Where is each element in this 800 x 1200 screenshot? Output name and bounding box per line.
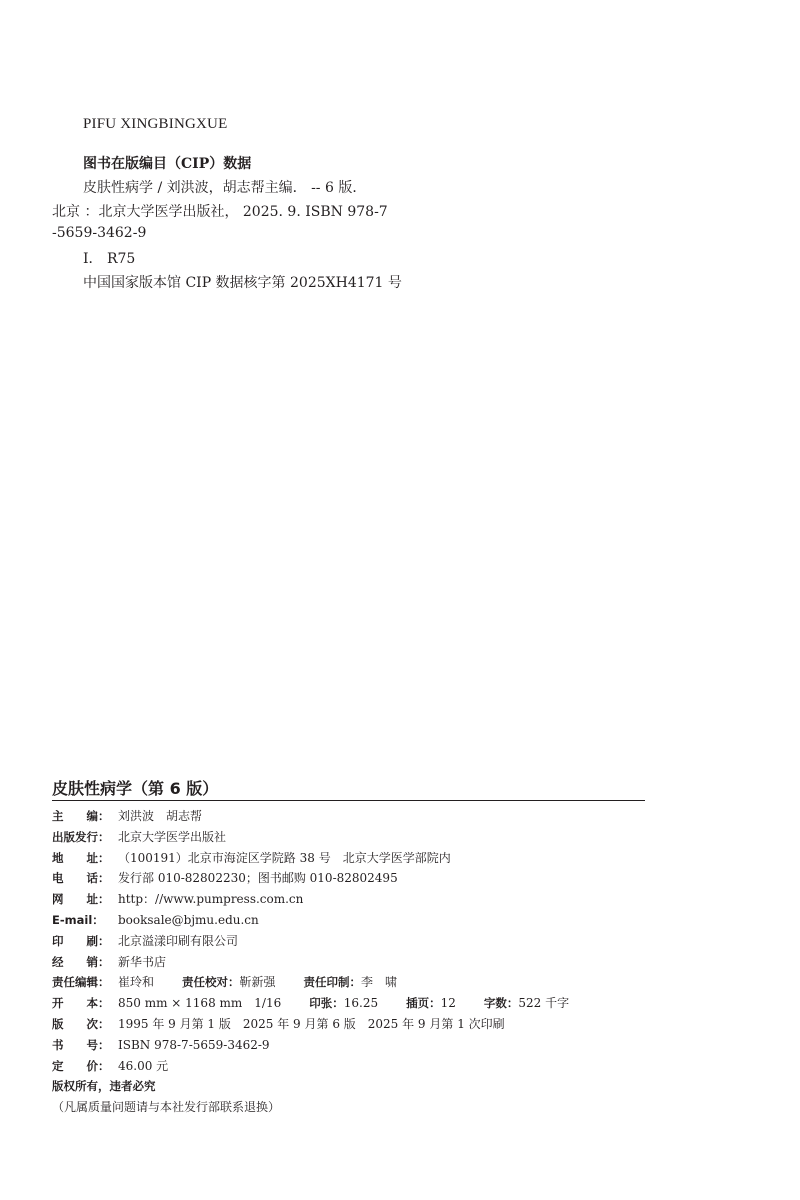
cip-heading: 图书在版编目（CIP）数据: [83, 156, 252, 172]
responsible-editor-label: 责任编辑：: [52, 975, 110, 990]
sheets-label: 印张：: [309, 996, 344, 1011]
distributor-row: [52, 952, 652, 973]
isbn-label: 书 号：: [52, 1037, 110, 1052]
distributor-label: 经 销：: [52, 954, 110, 969]
responsible-editor-value: 崔玲和: [118, 975, 155, 990]
format-row: [52, 993, 652, 1014]
email-value: booksale@bjmu.edu.cn: [118, 912, 259, 927]
publisher-value: 北京大学医学出版社: [118, 829, 227, 844]
cip-line-5: 中国国家版本馆 CIP 数据核字第 2025XH4171 号: [83, 275, 402, 291]
copyright-info: [52, 806, 652, 1118]
price-label: 定 价：: [52, 1058, 110, 1073]
address-row: [52, 848, 652, 869]
format-label: 开 本：: [52, 996, 110, 1011]
proofreader-value: 靳新强: [239, 975, 276, 990]
words-value: 522 千字: [518, 996, 570, 1011]
edition-value: 1995 年 9 月第 1 版 2025 年 9 月第 6 版 2025 年 9 月第 1 次印刷: [118, 1016, 505, 1031]
printer-row: [52, 931, 652, 952]
editor-label: 主 编：: [52, 809, 110, 823]
publisher-row: [52, 827, 652, 848]
price-row: [52, 1056, 652, 1077]
proofreader-label: 责任校对：: [182, 975, 240, 990]
cip-line-3: -5659-3462-9: [52, 225, 147, 241]
pinyin-title: PIFU XINGBINGXUE: [83, 116, 228, 132]
editor-value: 刘洪波 胡志帮: [118, 809, 203, 823]
plates-value: 12: [440, 996, 456, 1011]
email-label: E-mail：: [52, 912, 104, 927]
quality-note: （凡属质量问题请与本社发行部联系退换）: [52, 1100, 281, 1115]
phone-label: 电 话：: [52, 871, 110, 886]
format-size-value: 850 mm × 1168 mm 1/16: [118, 996, 282, 1011]
print-manager-value: 李 啸: [361, 975, 398, 990]
sheets-value: 16.25: [343, 996, 379, 1011]
address-label: 地 址：: [52, 850, 110, 865]
website-value: http：//www.pumpress.com.cn: [118, 892, 304, 907]
cip-line-1: 皮肤性病学 / 刘洪波，胡志帮主编． -- 6 版．: [83, 180, 367, 196]
cip-line-4: Ⅰ． R75: [83, 251, 136, 267]
plates-label: 插页：: [406, 996, 441, 1011]
website-row: [52, 889, 652, 910]
printer-value: 北京溢漾印刷有限公司: [118, 933, 239, 948]
price-value: 46.00 元: [118, 1058, 169, 1073]
print-manager-label: 责任印制：: [303, 975, 362, 990]
editor-row: [52, 806, 652, 827]
isbn-value: ISBN 978-7-5659-3462-9: [118, 1037, 270, 1052]
words-label: 字数：: [483, 996, 519, 1011]
title-divider: [52, 800, 645, 801]
publisher-label: 出版发行：: [52, 829, 110, 844]
book-title: 皮肤性病学（第 6 版）: [52, 779, 219, 798]
cip-line-2: 北京 ：北京大学医学出版社， 2025. 9. ISBN 978-7: [52, 204, 388, 220]
rights-statement: 版权所有，违者必究: [52, 1079, 156, 1094]
website-label: 网 址：: [52, 892, 110, 907]
isbn-row: [52, 1035, 652, 1056]
phone-row: [52, 868, 652, 889]
responsible-row: [52, 972, 652, 993]
printer-label: 印 刷：: [52, 933, 110, 948]
edition-label: 版 次：: [52, 1016, 110, 1031]
email-row: [52, 910, 652, 931]
distributor-value: 新华书店: [118, 954, 167, 969]
phone-value: 发行部 010-82802230；图书邮购 010-82802495: [118, 871, 398, 886]
edition-row: [52, 1014, 652, 1035]
address-value: （100191）北京市海淀区学院路 38 号 北京大学医学部院内: [118, 850, 451, 865]
